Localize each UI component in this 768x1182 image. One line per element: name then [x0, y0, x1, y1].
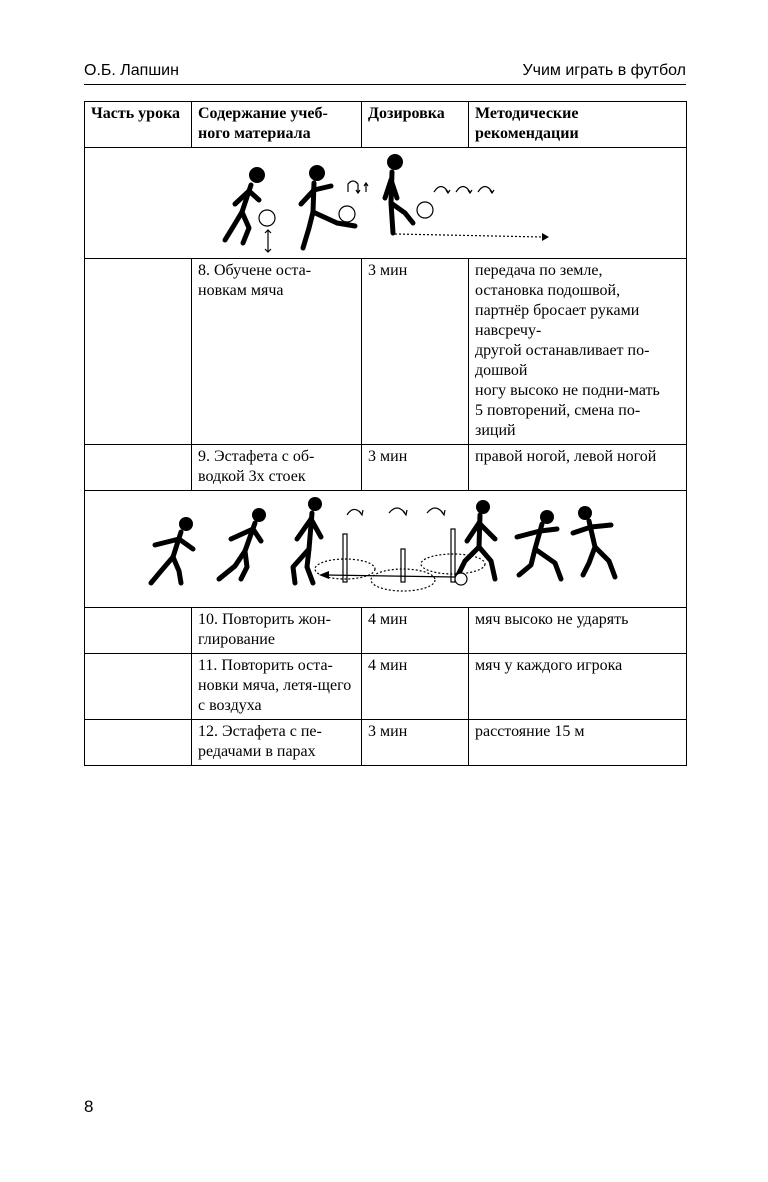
recommendation-line: расстояние 15 м [475, 723, 585, 740]
cell-part [85, 608, 192, 654]
cell-part [85, 259, 192, 445]
book-title: Учим играть в футбол [522, 62, 686, 79]
recommendation-line: ногу высоко не подни-мать [475, 382, 660, 399]
table-row [85, 654, 687, 720]
recommendation-line: передача по земле, [475, 262, 603, 279]
cell-dosage: 3 мин [362, 445, 469, 491]
cell-part [85, 720, 192, 766]
cell-content: 12. Эстафета с пе-редачами в парах [192, 720, 362, 766]
cell-recommendations [469, 445, 687, 491]
figure-row-ball-stopping [85, 148, 687, 259]
recommendation-line: мяч у каждого игрока [475, 657, 623, 674]
figure-row-slalom-relay [85, 491, 687, 608]
header-content: Содержание учеб-ного материала [192, 102, 362, 148]
author-name: О.Б. Лапшин [84, 62, 179, 79]
recommendation-line: остановка подошвой, [475, 282, 621, 299]
page-number: 8 [84, 1097, 94, 1116]
lesson-table [84, 101, 687, 766]
table-header-row [85, 102, 687, 148]
cell-dosage: 4 мин [362, 654, 469, 720]
recommendation-line: 5 повторений, смена по-зиций [475, 402, 641, 439]
table-row [85, 608, 687, 654]
table-row [85, 445, 687, 491]
cell-recommendations [469, 608, 687, 654]
figure-cell [85, 148, 687, 259]
table-row [85, 720, 687, 766]
cell-recommendations [469, 654, 687, 720]
cell-content: 11. Повторить оста-новки мяча, летя-щего с воздуха [192, 654, 362, 720]
header-dosage: Дозировка [362, 102, 469, 148]
cell-content: 10. Повторить жон-глирование [192, 608, 362, 654]
header-recommendations: Методические рекомендации [469, 102, 687, 148]
cell-content: 9. Эстафета с об-водкой 3х стоек [192, 445, 362, 491]
recommendation-line: другой останавливает по-дошвой [475, 342, 650, 379]
header-part: Часть урока [85, 102, 192, 148]
cell-dosage: 4 мин [362, 608, 469, 654]
table-row [85, 259, 687, 445]
cell-recommendations [469, 720, 687, 766]
recommendation-line: правой ногой, левой ногой [475, 448, 657, 465]
cell-recommendations [469, 259, 687, 445]
cell-part [85, 654, 192, 720]
cell-dosage: 3 мин [362, 259, 469, 445]
cell-part [85, 445, 192, 491]
recommendation-line: мяч высоко не ударять [475, 611, 629, 628]
cell-dosage: 3 мин [362, 720, 469, 766]
figure-cell [85, 491, 687, 608]
cell-content: 8. Обучене оста-новкам мяча [192, 259, 362, 445]
stick-figures-ball-stopping-icon [85, 148, 685, 258]
stick-figures-slalom-relay-icon [85, 491, 685, 607]
recommendation-line: партнёр бросает руками навсречу- [475, 302, 640, 339]
running-head [84, 62, 686, 85]
